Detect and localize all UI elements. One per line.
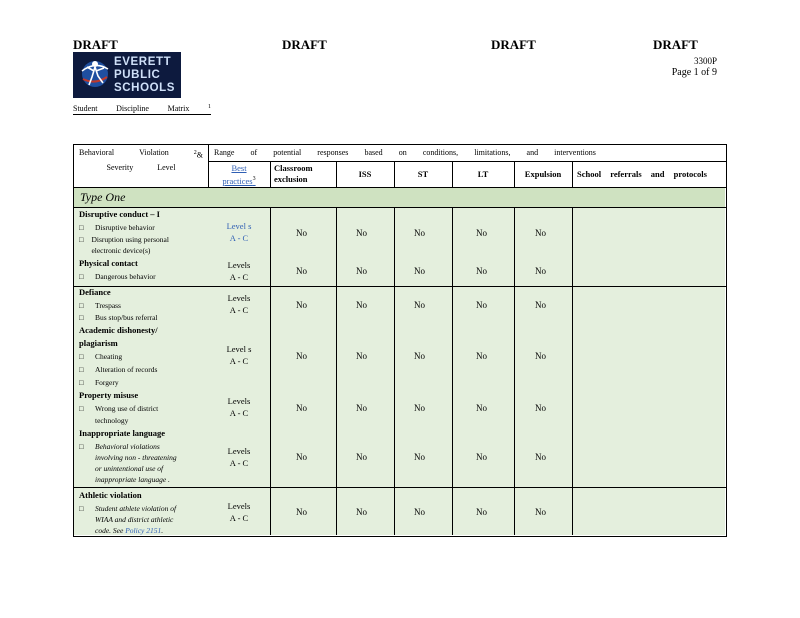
response-value: No [356,300,367,310]
list-item: □ Behavioral violations [79,442,160,451]
st-header: ST [417,169,429,179]
level-range: Level s A - C [226,221,252,243]
response-value: No [535,403,546,413]
response-value: No [296,300,307,310]
response-value: No [535,507,546,517]
checkbox-bullet-icon: □ [79,504,84,513]
list-item: WIAA and district athletic [95,515,174,524]
response-value: No [296,351,307,361]
list-item: □ Disruption using personal electronic device(s) [79,235,169,255]
violation-column-header: Behavioral Violation $^2$& Severity Level [79,148,203,172]
matrix-title-word: Student [73,104,98,113]
draft-mark: DRAFT [491,37,536,52]
response-value: No [296,507,307,517]
logo-text-line: PUBLIC [114,69,161,81]
level-range: Levels A - C [227,260,251,282]
page-number: Page 1 of 9 [671,67,717,78]
classroom-exclusion-header: Classroom exclusion [274,163,313,184]
checkbox-bullet-icon: □ [79,442,84,451]
category-plagiarism: plagiarism [79,338,118,348]
body-background [74,207,725,535]
list-item: □ Cheating [79,352,123,361]
response-value: No [414,507,425,517]
list-item: □ Bus stop/bus referral [79,313,158,322]
draft-mark: DRAFT [73,37,118,52]
response-value: No [414,300,425,310]
response-value: No [535,452,546,462]
category-property-misuse: Property misuse [79,390,139,400]
checkbox-bullet-icon: □ [79,352,84,361]
response-value: No [535,351,546,361]
response-value: No [356,507,367,517]
response-value: No [356,266,367,276]
list-item: □ Disruptive behavior [79,223,155,232]
document-id [672,55,717,79]
list-item: □ Trespass [79,301,121,310]
checkbox-bullet-icon: □ [79,301,84,310]
iss-header: ISS [358,169,372,179]
everett-public-schools-logo [73,52,181,98]
response-value: No [414,351,425,361]
level-range: Levels A - C [227,446,251,468]
checkbox-bullet-icon: □ [79,365,84,374]
response-value: No [414,266,425,276]
list-item: □ Student athlete violation of [79,504,177,513]
checkbox-bullet-icon: □ [79,404,84,413]
discipline-matrix-table [73,144,727,537]
list-item: □ Alteration of records [79,365,158,374]
type-row-background [74,187,725,207]
response-value: No [476,507,487,517]
doc-code: 3300P [693,56,717,66]
matrix-title [73,104,211,115]
category-defiance: Defiance [79,287,111,297]
logo-mark-icon [79,57,111,89]
list-item: involving non - threatening [95,453,177,462]
logo-text-line: SCHOOLS [114,82,176,94]
response-value: No [535,266,546,276]
response-value: No [476,452,487,462]
response-value: No [535,300,546,310]
response-value: No [296,452,307,462]
response-value: No [356,351,367,361]
response-value: No [296,403,307,413]
type-one-label: Type One [80,190,126,204]
best-practices-link[interactable]: Best practices$^3$ [222,163,256,186]
response-value: No [476,403,487,413]
response-value: No [356,452,367,462]
level-range: Level s A - C [226,344,252,366]
list-item: or unintentional use of [95,464,164,473]
expulsion-header: Expulsion [524,169,562,179]
response-value: No [356,228,367,238]
category-academic-dishonesty: Academic dishonesty/ [79,325,158,335]
checkbox-bullet-icon: □ [79,223,84,232]
checkbox-bullet-icon: □ [79,272,84,281]
category-physical-contact: Physical contact [79,258,138,268]
response-value: No [476,351,487,361]
list-item: □ Forgery [79,378,119,387]
category-inappropriate-language: Inappropriate language [79,428,166,438]
response-value: No [356,403,367,413]
list-item: inappropriate language . [95,475,170,484]
footnote-marker: 1 [208,104,211,110]
category-disruptive-conduct: Disruptive conduct – I [79,209,160,219]
list-item: □ Dangerous behavior [79,272,156,281]
checkbox-bullet-icon: □ [79,235,84,244]
list-item: □ Wrong use of district [79,404,159,413]
level-range: Levels A - C [227,501,251,523]
matrix-title-word: Discipline [116,104,149,113]
response-value: No [476,300,487,310]
range-header: Range of potential responses based on conditions, limitations, and interventions [214,148,596,157]
response-value: No [296,266,307,276]
response-value: No [296,228,307,238]
logo-text-line: EVERETT [114,56,172,68]
draft-mark: DRAFT [282,37,327,52]
response-value: No [476,266,487,276]
lt-header: LT [477,169,489,179]
matrix-title-word: Matrix [167,104,190,113]
draft-mark: DRAFT [653,37,698,52]
response-value: No [414,403,425,413]
response-value: No [535,228,546,238]
list-item: code. See Policy 2151 . [95,526,164,535]
checkbox-bullet-icon: □ [79,313,84,322]
response-value: No [476,228,487,238]
school-referrals-header: School referrals and protocols [577,169,707,179]
checkbox-bullet-icon: □ [79,378,84,387]
level-range: Levels A - C [227,396,251,418]
category-athletic-violation: Athletic violation [79,490,142,500]
policy-link[interactable]: Policy 2151 [125,526,162,535]
response-value: No [414,452,425,462]
list-item: technology [95,416,129,425]
level-range: Levels A - C [227,293,251,315]
response-value: No [414,228,425,238]
